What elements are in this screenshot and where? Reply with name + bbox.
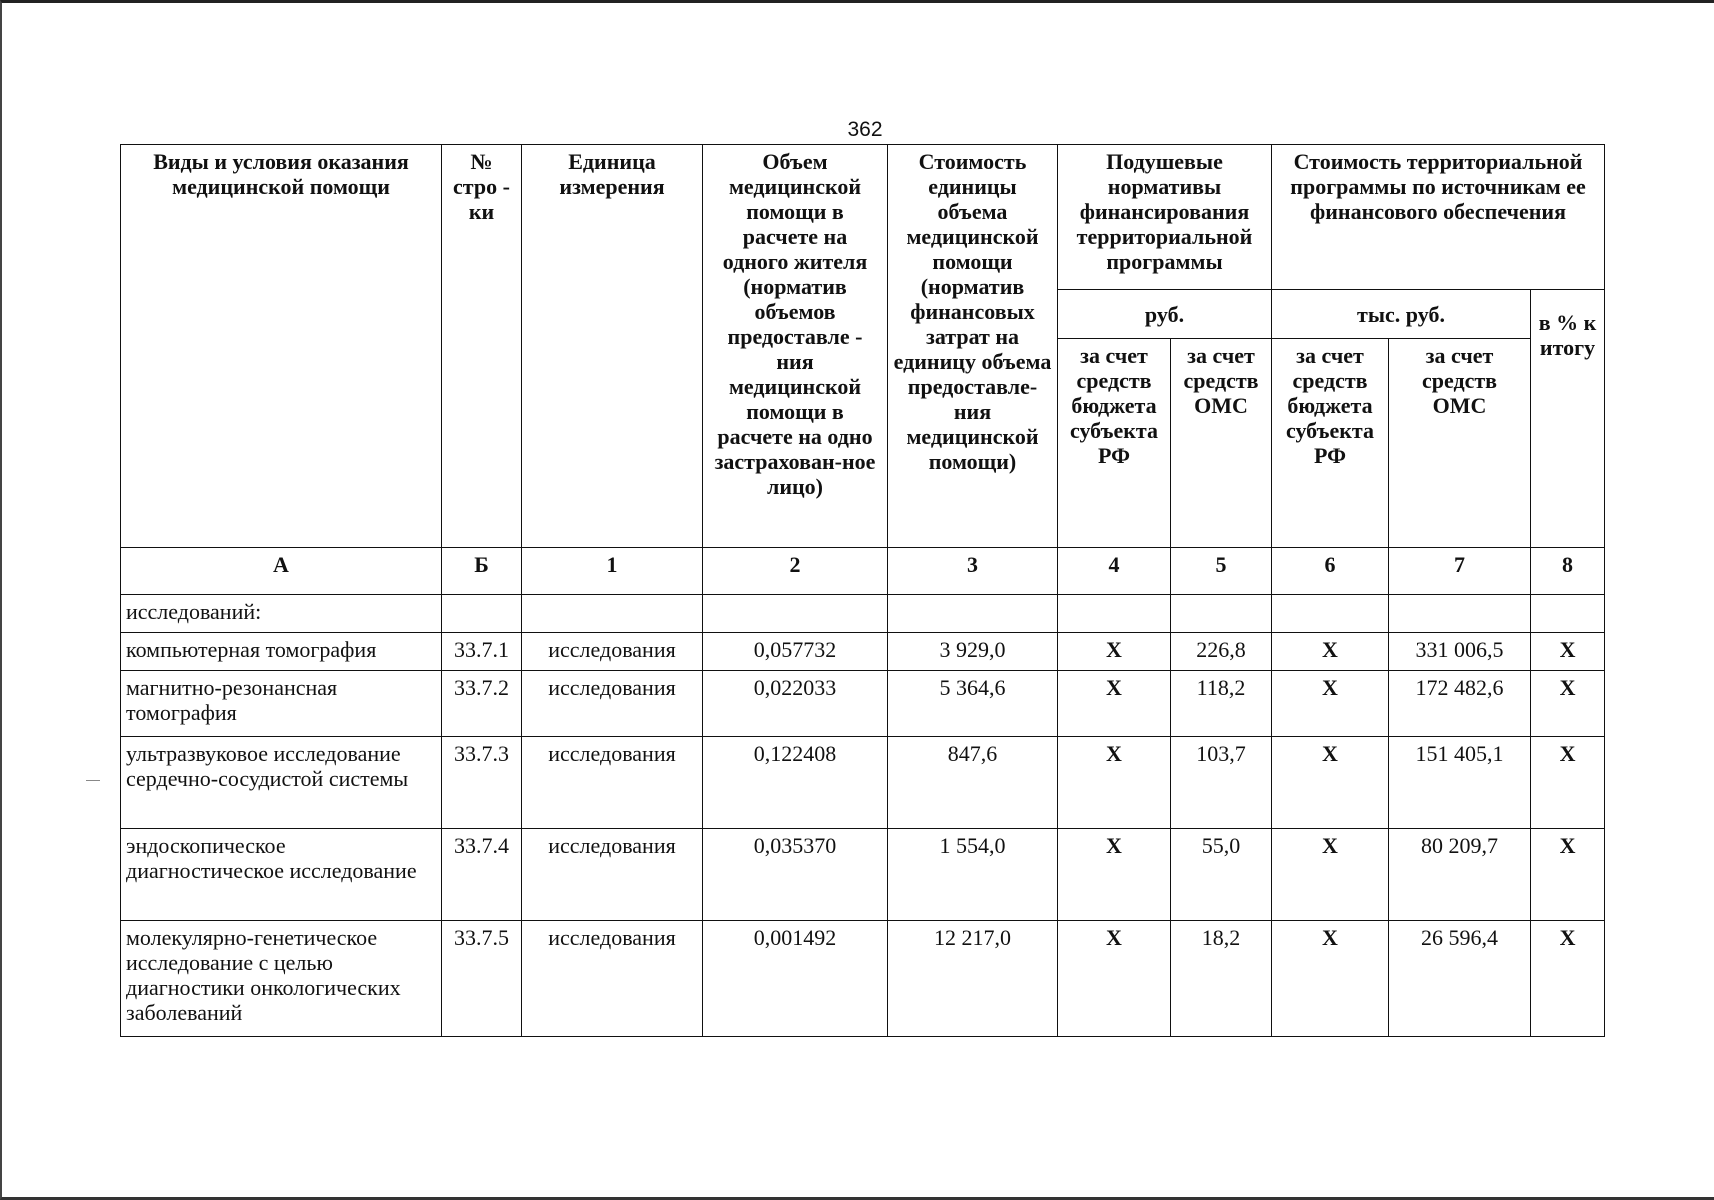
index-cell: 7	[1389, 548, 1531, 595]
row-c4: Х	[1058, 671, 1171, 737]
row-c7: 331 006,5	[1389, 633, 1531, 671]
row-c4: Х	[1058, 737, 1171, 829]
row-unit-cost: 12 217,0	[888, 921, 1058, 1037]
row-unit: исследования	[522, 633, 703, 671]
header-unit-thousand-rub: тыс. руб.	[1272, 290, 1531, 339]
row-name: молекулярно-генетическое исследование с целью диагностики онкологических заболеваний	[121, 921, 442, 1037]
row-name: магнитно-резонансная томография	[121, 671, 442, 737]
header-group-cost: Стоимость территориальной программы по источникам ее финансового обеспечения	[1272, 145, 1605, 290]
row-c6: Х	[1272, 633, 1389, 671]
table-row	[121, 921, 1605, 1037]
row-line: 33.7.3	[442, 737, 522, 829]
row-unit-cost: 3 929,0	[888, 633, 1058, 671]
index-cell: 4	[1058, 548, 1171, 595]
row-unit: исследования	[522, 829, 703, 921]
header-unit-rub: руб.	[1058, 290, 1272, 339]
header-col-6: за счет средств бюджета субъекта РФ	[1272, 339, 1389, 548]
row-line	[442, 595, 522, 633]
row-c6: Х	[1272, 737, 1389, 829]
row-c5: 103,7	[1171, 737, 1272, 829]
page-number: 362	[847, 118, 883, 141]
row-unit: исследования	[522, 921, 703, 1037]
header-col-3: Стоимость единицы объема медицинской помощи (норматив финансовых затрат на единицу объема предоставле-ния медицинской помощи)	[888, 145, 1058, 548]
row-c5: 118,2	[1171, 671, 1272, 737]
row-c7	[1389, 595, 1531, 633]
margin-mark	[86, 780, 100, 781]
row-line: 33.7.5	[442, 921, 522, 1037]
row-c6: Х	[1272, 671, 1389, 737]
table-row	[121, 737, 1605, 829]
index-cell: А	[121, 548, 442, 595]
row-c4	[1058, 595, 1171, 633]
row-volume: 0,022033	[703, 671, 888, 737]
row-c6: Х	[1272, 921, 1389, 1037]
row-c4: Х	[1058, 633, 1171, 671]
row-c4: Х	[1058, 829, 1171, 921]
row-c7: 80 209,7	[1389, 829, 1531, 921]
row-line: 33.7.2	[442, 671, 522, 737]
row-c4: Х	[1058, 921, 1171, 1037]
row-c5: 55,0	[1171, 829, 1272, 921]
row-unit	[522, 595, 703, 633]
row-c8: Х	[1531, 633, 1605, 671]
row-line: 33.7.4	[442, 829, 522, 921]
header-col-1: Единица измерения	[522, 145, 703, 548]
row-c6	[1272, 595, 1389, 633]
row-unit-cost: 847,6	[888, 737, 1058, 829]
row-c7: 151 405,1	[1389, 737, 1531, 829]
row-volume	[703, 595, 888, 633]
index-cell: 5	[1171, 548, 1272, 595]
row-volume: 0,057732	[703, 633, 888, 671]
row-line: 33.7.1	[442, 633, 522, 671]
row-unit-cost: 5 364,6	[888, 671, 1058, 737]
row-unit-cost	[888, 595, 1058, 633]
row-name: эндоскопическое диагностическое исследование	[121, 829, 442, 921]
header-col-5: за счет средств ОМС	[1171, 339, 1272, 548]
row-name: ультразвуковое исследование сердечно-сосудистой системы	[121, 737, 442, 829]
header-col-b: № стро - ки	[442, 145, 522, 548]
header-col-2: Объем медицинской помощи в расчете на одного жителя (норматив объемов предоставле - ния медицинской помощи в расчете на одно застрахован-ное лицо)	[703, 145, 888, 548]
row-volume: 0,122408	[703, 737, 888, 829]
row-c8	[1531, 595, 1605, 633]
row-name: исследований:	[121, 595, 442, 633]
row-unit: исследования	[522, 737, 703, 829]
table-row	[121, 829, 1605, 921]
header-col-4: за счет средств бюджета субъекта РФ	[1058, 339, 1171, 548]
row-c8: Х	[1531, 671, 1605, 737]
row-c5: 226,8	[1171, 633, 1272, 671]
index-cell: 2	[703, 548, 888, 595]
row-c5: 18,2	[1171, 921, 1272, 1037]
header-row-1	[121, 145, 1605, 290]
row-volume: 0,035370	[703, 829, 888, 921]
column-index-row	[121, 548, 1605, 595]
financing-table	[120, 144, 1605, 1037]
row-name: компьютерная томография	[121, 633, 442, 671]
row-c7: 172 482,6	[1389, 671, 1531, 737]
table-row	[121, 633, 1605, 671]
table-row	[121, 595, 1605, 633]
row-unit: исследования	[522, 671, 703, 737]
header-col-7: за счет средств ОМС	[1389, 339, 1531, 548]
header-col-8: в % к итогу	[1531, 290, 1605, 548]
table-row	[121, 671, 1605, 737]
index-cell: 6	[1272, 548, 1389, 595]
row-unit-cost: 1 554,0	[888, 829, 1058, 921]
row-c5	[1171, 595, 1272, 633]
header-col-a: Виды и условия оказания медицинской помощи	[121, 145, 442, 548]
row-c7: 26 596,4	[1389, 921, 1531, 1037]
row-c8: Х	[1531, 829, 1605, 921]
row-volume: 0,001492	[703, 921, 888, 1037]
index-cell: 8	[1531, 548, 1605, 595]
row-c8: Х	[1531, 921, 1605, 1037]
row-c6: Х	[1272, 829, 1389, 921]
index-cell: 3	[888, 548, 1058, 595]
header-group-per-capita: Подушевые нормативы финансирования территориальной программы	[1058, 145, 1272, 290]
row-c8: Х	[1531, 737, 1605, 829]
index-cell: 1	[522, 548, 703, 595]
index-cell: Б	[442, 548, 522, 595]
